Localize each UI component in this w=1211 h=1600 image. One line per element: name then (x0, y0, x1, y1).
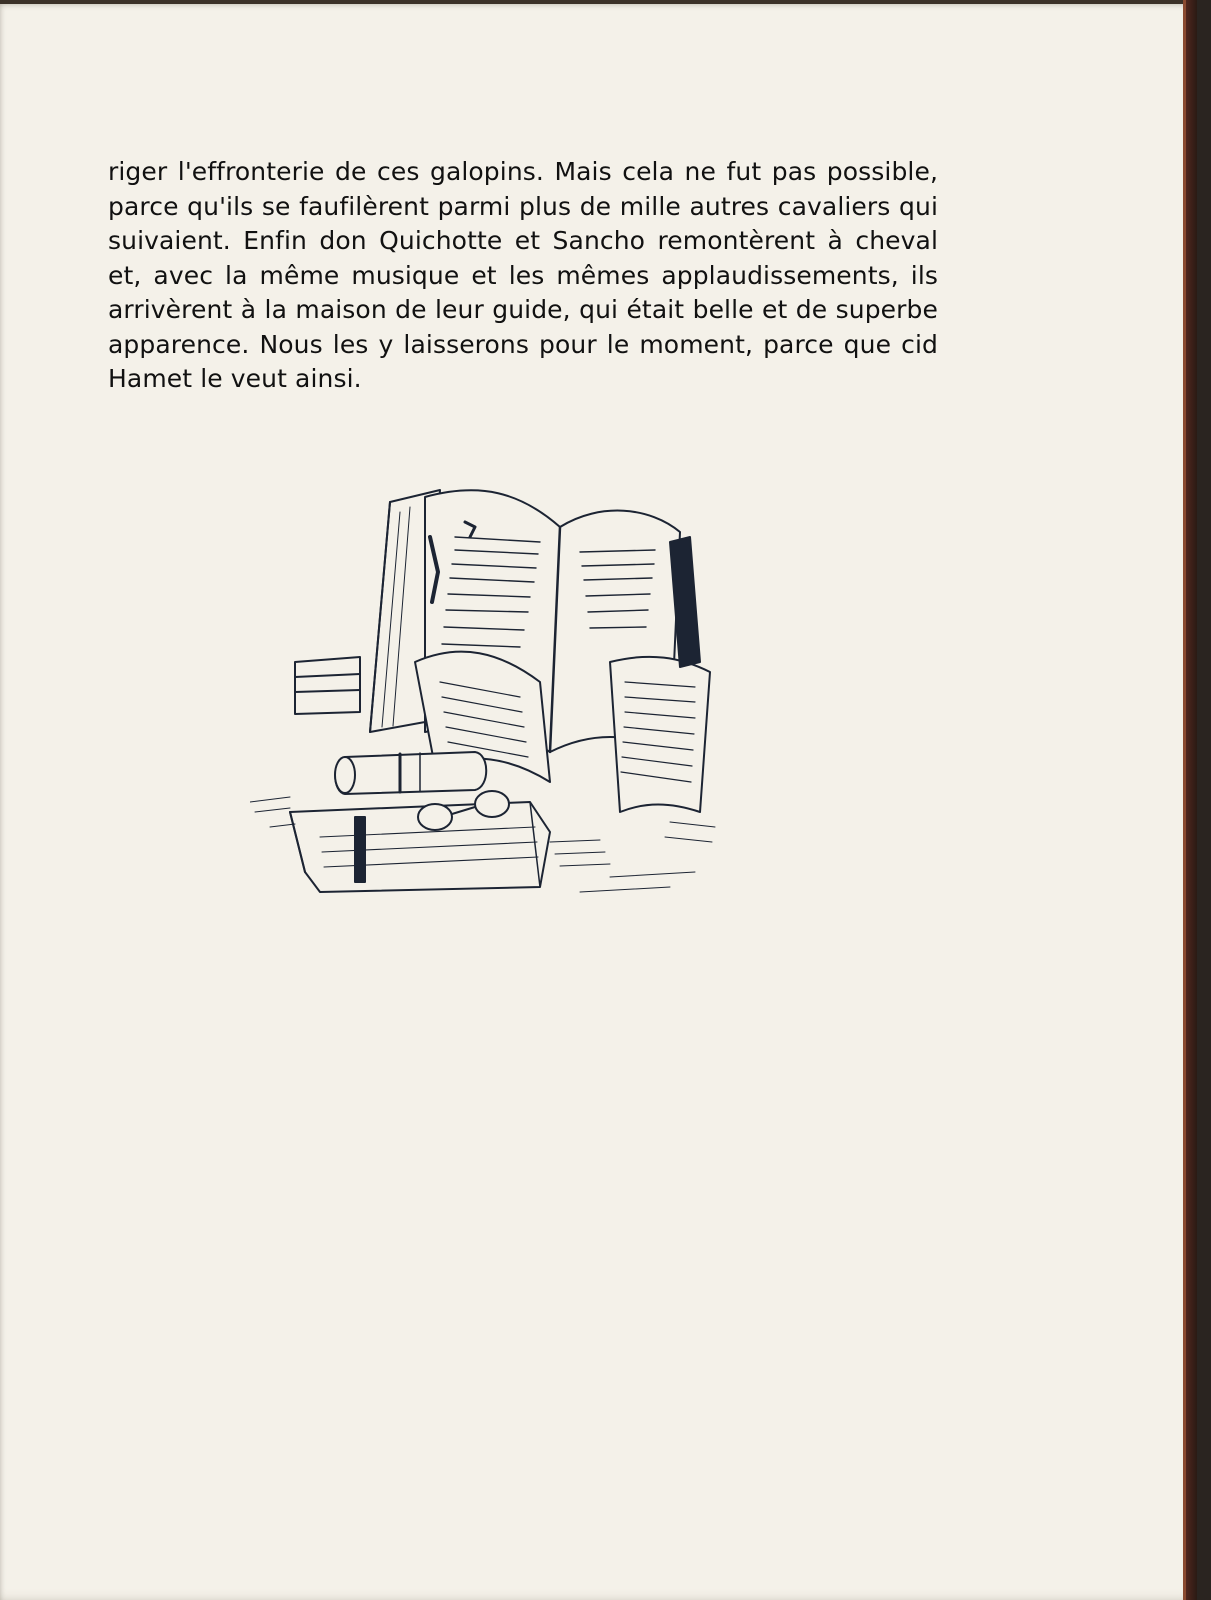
books-illustration (250, 482, 720, 912)
page-top-edge (0, 0, 1197, 4)
body-text-block (108, 155, 938, 397)
body-paragraph: riger l'effronterie de ces galopins. Mais cela ne fut pas possible, parce qu'ils se faufilèrent parmi plus de mille autres cavaliers qui suivaient. Enfin don Quichotte et Sancho remontèrent à cheval et, avec la même musique et les mêmes applaudissements, ils arrivèrent à la maison de leur guide, qui était belle et de superbe apparence. Nous les y laisserons pour le moment, parce que cid Hamet le veut ainsi. (108, 157, 938, 393)
binding-edge (1183, 0, 1197, 1600)
